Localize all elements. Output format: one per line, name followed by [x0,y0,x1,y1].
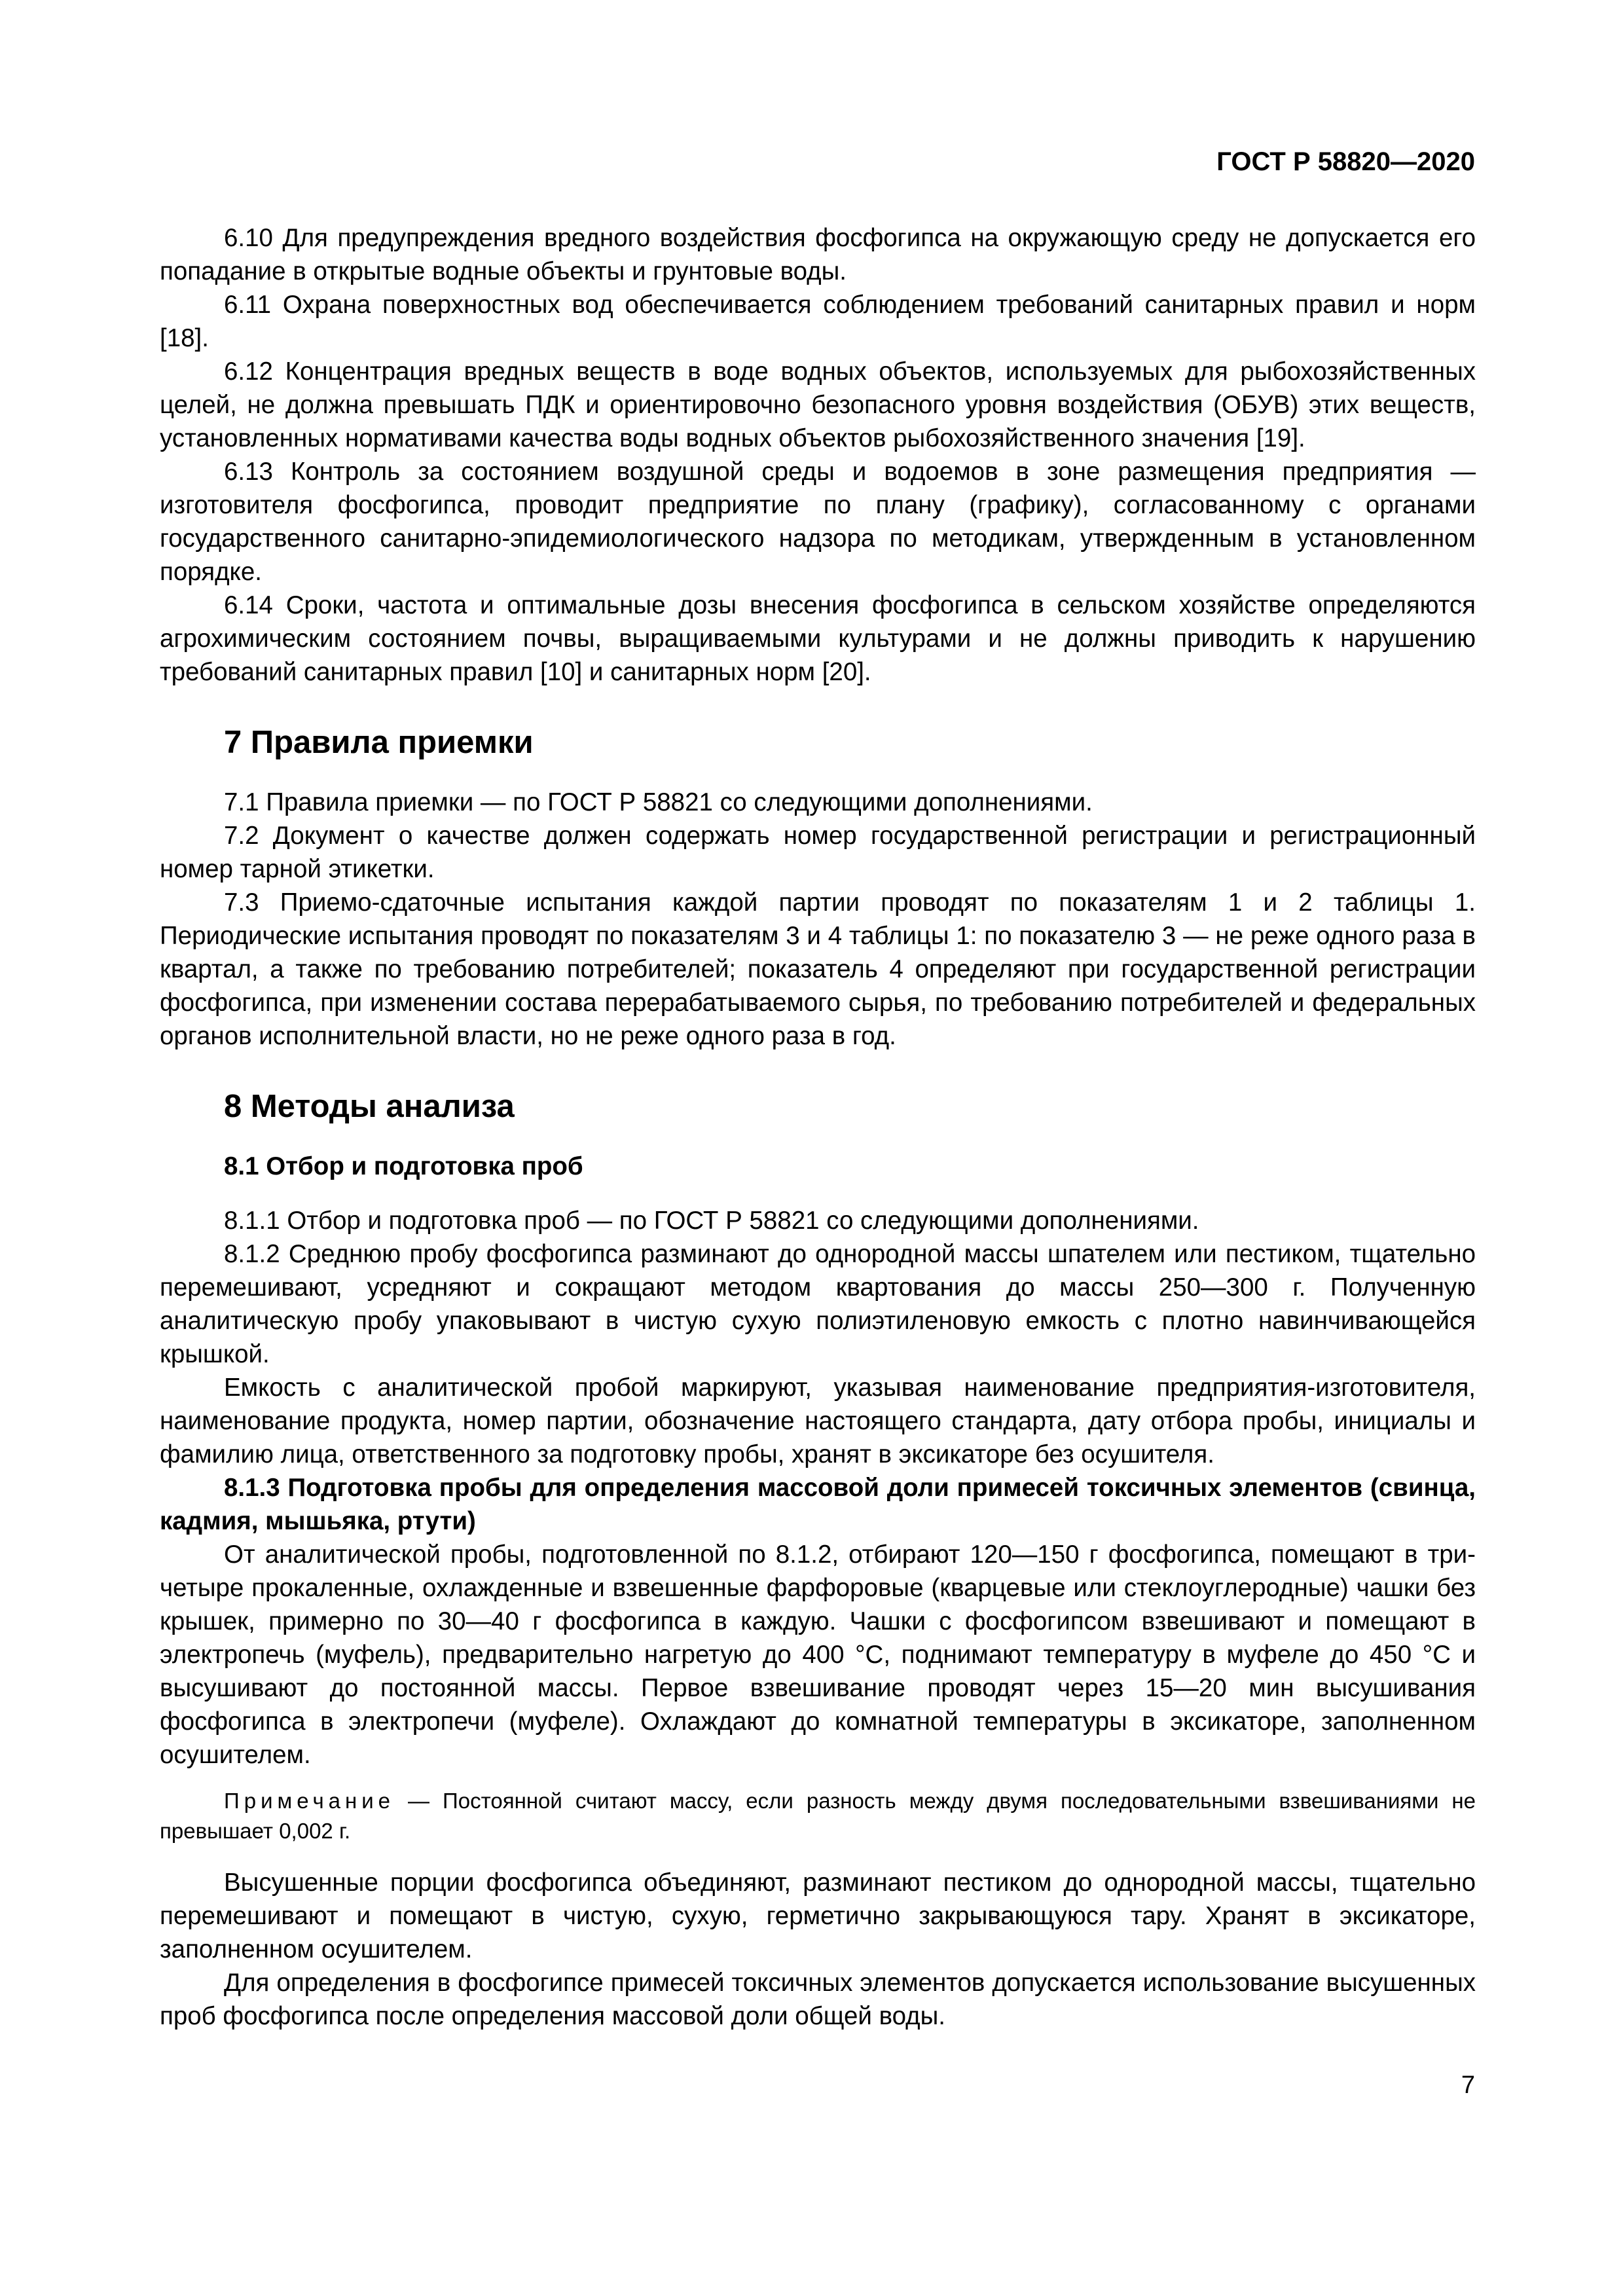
note [160,1786,1476,1846]
paragraph-6-13: 6.13 Контроль за состоянием воздушной среды и водоемов в зоне размещения предприятия — изготовителя фосфогипса, проводит предприятие по плану (графику), согласованному с органами государственного санитарно-эпидемиологического надзора по методикам, утвержденным в установленном порядке. [160,458,1476,586]
paragraph-7-3: 7.3 Приемо-сдаточные испытания каждой партии проводят по показателям 1 и 2 таблицы 1. Периодические испытания проводят по показателям 3 и 4 таблицы 1: по показателю 3 — не реже одного раза в квартал, а также по требованию потребителей; показатель 4 определяют при государственной регистрации фосфогипса, при изменении состава перерабатываемого сырья, по требованию потребителей и федеральных органов исполнительной власти, но не реже одного раза в год. [160,888,1476,1050]
note-label: Примечание [224,1789,395,1813]
paragraph-8-1-2: 8.1.2 Среднюю пробу фосфогипса разминают до однородной массы шпателем или пестиком, тщательно перемешивают, усредняют и сокращают методом квартования до массы 250—300 г. Полученную аналитическую пробу упаковывают в чистую сухую полиэтиленовую емкость с плотно навинчивающейся крышкой. [160,1240,1476,1368]
note-text: — Постоянной считают массу, если разность между двумя последовательными взвешиваниями не превышает 0,002 г. [160,1789,1476,1843]
paragraph-8-1-3: От аналитической пробы, подготовленной по 8.1.2, отбирают 120—150 г фосфогипса, помещают в три-четыре прокаленные, охлажденные и взвешенные фарфоровые (кварцевые или стеклоуглеродные) чашки без крышек, примерно по 30—40 г фосфогипса в каждую. Чашки с фосфогипсом взвешивают и помещают в электропечь (муфель), предварительно нагретую до 400 °С, поднимают температуру в муфеле до 450 °С и высушивают до постоянной массы. Первое взвешивание проводят через 15—20 мин высушивания фосфогипса в электропечи (муфеле). Охлаждают до комнатной температуры в эксикаторе, заполненном осушителем. [160,1540,1476,1769]
paragraph-6-10: 6.10 Для предупреждения вредного воздействия фосфогипса на окружающую среду не допускается его попадание в открытые водные объекты и грунтовые воды. [160,224,1476,285]
page-number: 7 [1461,2071,1475,2099]
paragraph-7-2: 7.2 Документ о качестве должен содержать номер государственной регистрации и регистрационный номер тарной этикетки. [160,822,1476,883]
paragraph-8-1-1: 8.1.1 Отбор и подготовка проб — по ГОСТ Р 58821 со следующими дополнениями. [224,1207,1199,1235]
document-code: ГОСТ Р 58820—2020 [1216,147,1475,176]
paragraph-7-1: 7.1 Правила приемки — по ГОСТ Р 58821 со следующими дополнениями. [224,788,1093,816]
paragraph-6-11: 6.11 Охрана поверхностных вод обеспечивается соблюдением требований санитарных правил и норм [18]. [160,291,1476,352]
document-body [160,221,1476,2033]
paragraph-6-14: 6.14 Сроки, частота и оптимальные дозы внесения фосфогипса в сельском хозяйстве определяются агрохимическим состоянием почвы, выращиваемыми культурами и не должны приводить к нарушению требований санитарных правил [10] и санитарных норм [20]. [160,591,1476,686]
paragraph-dried-portions: Высушенные порции фосфогипса объединяют, разминают пестиком до однородной массы, тщательно перемешивают и помещают в чистую, сухую, герметично закрывающуюся тару. Хранят в эксикаторе, заполненном осушителем. [160,1868,1476,1963]
section-8-title: 8 Методы анализа [224,1089,515,1124]
paragraph-8-1-3-title: 8.1.3 Подготовка пробы для определения массовой доли примесей токсичных элементов (свинца, кадмия, мышьяка, ртути) [160,1474,1476,1535]
paragraph-marking: Емкость с аналитической пробой маркируют, указывая наименование предприятия-изготовителя, наименование продукта, номер партии, обозначение настоящего стандарта, дату отбора пробы, инициалы и фамилию лица, ответственного за подготовку пробы, хранят в эксикаторе без осушителя. [160,1374,1476,1468]
paragraph-toxic-elements: Для определения в фосфогипсе примесей токсичных элементов допускается использование высушенных проб фосфогипса после определения массовой доли общей воды. [160,1969,1476,2030]
section-7-title: 7 Правила приемки [224,725,534,760]
paragraph-6-12: 6.12 Концентрация вредных веществ в воде водных объектов, используемых для рыбохозяйственных целей, не должна превышать ПДК и ориентировочно безопасного уровня воздействия (ОБУВ) этих веществ, установленных нормативами качества воды водных объектов рыбохозяйственного значения [19]. [160,357,1476,452]
subsection-8-1-title: 8.1 Отбор и подготовка проб [224,1152,583,1180]
